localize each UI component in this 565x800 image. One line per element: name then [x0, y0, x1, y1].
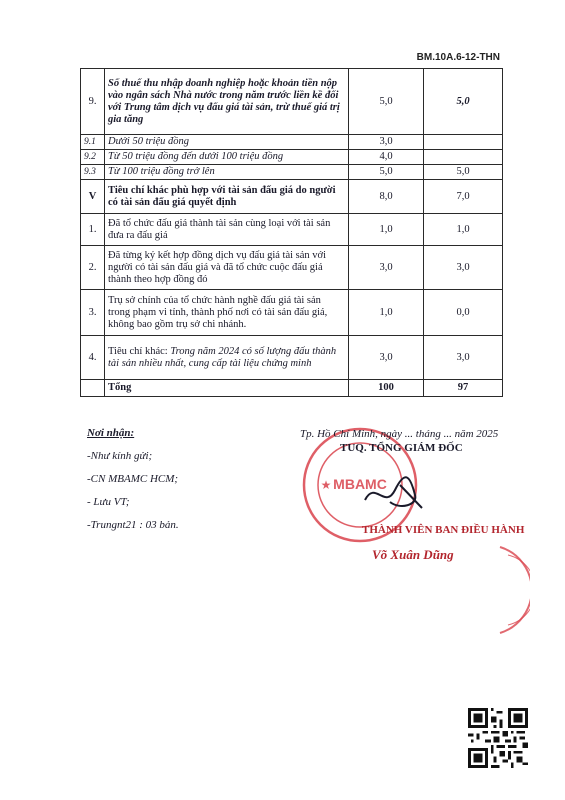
row-number: 9.2: [81, 150, 105, 165]
table-row: [81, 69, 503, 135]
svg-text:★: ★: [320, 478, 332, 492]
table-row: [81, 150, 503, 165]
signatory-title: TUQ. TỔNG GIÁM ĐỐC: [340, 442, 463, 454]
row-number: V: [81, 180, 105, 214]
recipient-line: -CN MBAMC HCM;: [87, 473, 179, 485]
row-description: [105, 336, 349, 380]
row-number: 9.3: [81, 165, 105, 180]
total-score: 97: [424, 380, 503, 397]
recipients-title: Nơi nhận:: [87, 427, 135, 439]
place-date: Tp. Hồ Chí Minh, ngày ... tháng ... năm 2025: [300, 428, 499, 440]
row-number: 1.: [81, 214, 105, 246]
row-score: 5,0: [424, 165, 503, 180]
form-code: BM.10A.6-12-THN: [416, 52, 500, 63]
row-max-score: 5,0: [349, 165, 424, 180]
page-edge-stamp: [490, 545, 530, 635]
row-score: 5,0: [424, 69, 503, 135]
recipient-line: -Như kính gửi;: [87, 450, 153, 462]
table-row: [81, 290, 503, 336]
row-max-score: 1,0: [349, 214, 424, 246]
criteria-prefix: Tiêu chí khác:: [108, 345, 171, 357]
row-max-score: 8,0: [349, 180, 424, 214]
row-description: Đã từng ký kết hợp đồng dịch vụ đấu giá tài sản với người có tài sản đấu giá và đã tổ chức cuộc đấu giá thành theo hợp đồng đó: [105, 246, 349, 290]
row-score: 1,0: [424, 214, 503, 246]
criteria-detail: Trong năm 2024 có số lượng đấu thành tài sản nhiều nhất, cung cấp tài liệu chứng minh: [108, 345, 337, 369]
row-max-score: 5,0: [349, 69, 424, 135]
table-row: [81, 165, 503, 180]
table-row: [81, 246, 503, 290]
row-description: Đã tổ chức đấu giá thành tài sản cùng loại với tài sản đưa ra đấu giá: [105, 214, 349, 246]
total-row: [81, 380, 503, 397]
row-number: 3.: [81, 290, 105, 336]
row-description: Trụ sở chính của tổ chức hành nghề đấu giá tài sản trong phạm vi tỉnh, thành phố nơi có tài sản đấu giá, không bao gồm trụ sở chi nhánh.: [105, 290, 349, 336]
total-label: Tổng: [105, 380, 349, 397]
row-max-score: 1,0: [349, 290, 424, 336]
row-description: Tiêu chí khác phù hợp với tài sản đấu giá do người có tài sản đấu giá quyết định: [105, 180, 349, 214]
row-score: 3,0: [424, 246, 503, 290]
signer-role: THÀNH VIÊN BAN ĐIỀU HÀNH: [362, 524, 525, 536]
row-description: Dưới 50 triệu đồng: [105, 135, 349, 150]
row-score: [424, 135, 503, 150]
row-max-score: 3,0: [349, 336, 424, 380]
qr-code: [468, 708, 528, 768]
recipients-block: [87, 422, 179, 537]
table-row: [81, 135, 503, 150]
handwritten-signature: [360, 470, 430, 515]
row-score: 3,0: [424, 336, 503, 380]
row-description: Số thuế thu nhập doanh nghiệp hoặc khoản tiền nộp vào ngân sách Nhà nước trong năm trước liền kề đối với Trung tâm dịch vụ đấu giá tài sản, trừ thuế giá trị gia tăng: [105, 69, 349, 135]
criteria-table: [80, 68, 503, 397]
row-number: 9.: [81, 69, 105, 135]
recipient-line: - Lưu VT;: [87, 496, 130, 508]
stamp-text: MBAMC: [333, 476, 387, 492]
total-number-cell: [81, 380, 105, 397]
row-score: 7,0: [424, 180, 503, 214]
total-max-score: 100: [349, 380, 424, 397]
row-number: 9.1: [81, 135, 105, 150]
row-description: Từ 100 triệu đồng trở lên: [105, 165, 349, 180]
row-max-score: 4,0: [349, 150, 424, 165]
row-description: Từ 50 triệu đồng đến dưới 100 triệu đồng: [105, 150, 349, 165]
table-row: [81, 214, 503, 246]
table-row: [81, 336, 503, 380]
signer-name: Võ Xuân Dũng: [372, 547, 454, 562]
row-number: 2.: [81, 246, 105, 290]
row-score: 0,0: [424, 290, 503, 336]
recipient-line: -Trungnt21 : 03 bản.: [87, 519, 179, 531]
row-number: 4.: [81, 336, 105, 380]
row-max-score: 3,0: [349, 135, 424, 150]
table-row: [81, 180, 503, 214]
row-score: [424, 150, 503, 165]
row-max-score: 3,0: [349, 246, 424, 290]
